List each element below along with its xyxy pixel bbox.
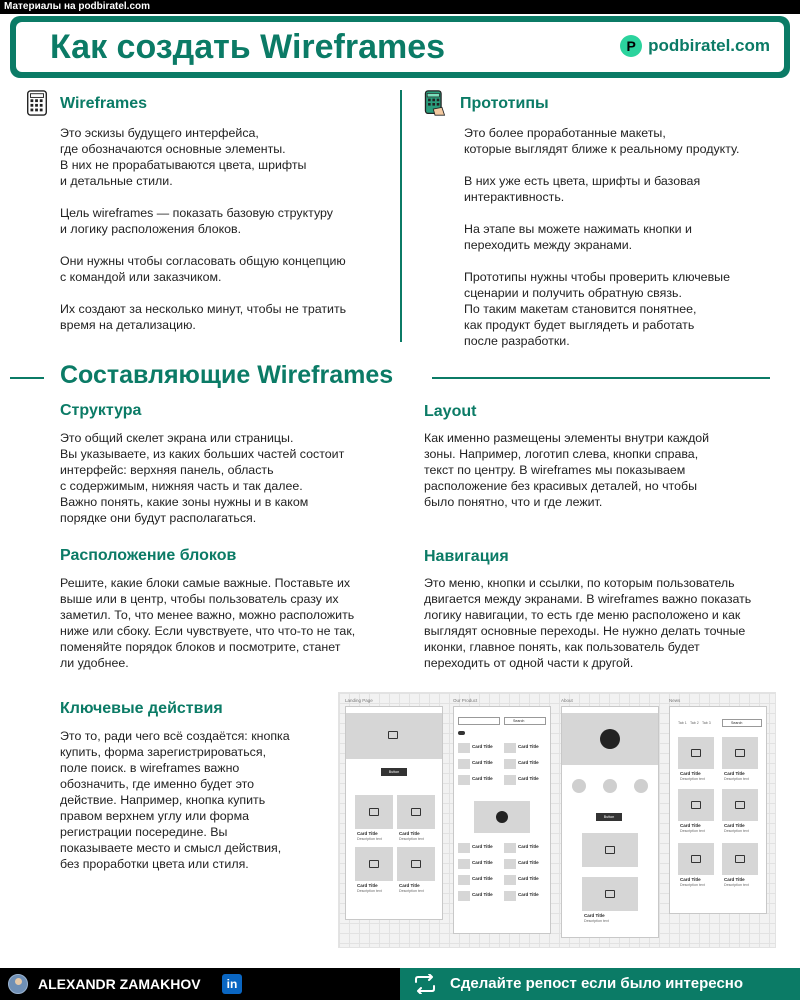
- tab-3: Tab 3: [702, 721, 711, 725]
- card-title: Card Title: [724, 877, 745, 882]
- list-thumb: [458, 759, 470, 769]
- image-icon: [369, 808, 379, 816]
- section-rule-left: [10, 377, 44, 379]
- search-box: Search: [504, 717, 546, 725]
- brand-p-icon: P: [620, 35, 642, 57]
- card-title: Card Title: [357, 883, 378, 888]
- wireframes-text: Это эскизы будущего интерфейса, где обозначаются основные элементы. В них не прорабатываются цвета, шрифты и детальные стили. Цель wireframes — показать базовую структуру и логику расположения блоков. Они нужны чтобы согласовать общую концепцию с командой или заказчиком. Их создают за несколько минут, чтобы не тратить время на детализацию.: [60, 126, 347, 332]
- header-card: [10, 16, 790, 78]
- image-icon: [691, 749, 701, 757]
- card-image: [722, 737, 758, 769]
- card-title: Card Title: [472, 776, 493, 781]
- card-desc: Description text: [724, 883, 749, 887]
- card-image: [678, 737, 714, 769]
- card-title: Card Title: [472, 892, 493, 897]
- play-icon: [496, 811, 508, 823]
- video-placeholder: [562, 713, 658, 765]
- image-icon: [735, 749, 745, 757]
- structure-heading: Структура: [60, 402, 142, 419]
- author-name: ALEXANDR ZAMAKHOV: [38, 976, 201, 992]
- list-thumb: [504, 843, 516, 853]
- prototype-phone-hand-icon: [424, 90, 446, 116]
- card-title: Card Title: [399, 831, 420, 836]
- card-desc: Description text: [357, 889, 382, 893]
- hero-button: Button: [381, 768, 407, 776]
- image-placeholder: [582, 833, 638, 867]
- card-title: Card Title: [680, 877, 701, 882]
- card-title: Card Title: [518, 844, 539, 849]
- top-strip: [0, 0, 800, 14]
- card-desc: Description text: [399, 889, 424, 893]
- header-inner: [16, 22, 784, 72]
- list-thumb: [504, 759, 516, 769]
- column-divider: [400, 90, 402, 342]
- avatar: [603, 779, 617, 793]
- card-image: [678, 843, 714, 875]
- card-title: Card Title: [680, 823, 701, 828]
- footer-author: [0, 968, 400, 1000]
- list-thumb: [504, 775, 516, 785]
- card-image: [397, 847, 435, 881]
- prototypes-heading: Прототипы: [460, 95, 549, 112]
- card-image: [355, 795, 393, 829]
- avatar: [572, 779, 586, 793]
- list-thumb: [458, 843, 470, 853]
- list-thumb: [504, 743, 516, 753]
- frame-label-news: News: [669, 698, 681, 703]
- search-box: Search: [722, 719, 762, 727]
- frame-news: [669, 706, 767, 914]
- card-image: [397, 795, 435, 829]
- tab-1: Tab 1: [678, 721, 687, 725]
- card-title: Card Title: [518, 876, 539, 881]
- card-desc: Description text: [680, 829, 705, 833]
- list-thumb: [458, 775, 470, 785]
- card-desc: Description text: [680, 883, 705, 887]
- blocks-text: Решите, какие блоки самые важные. Поставьте их выше или в центр, чтобы пользователь сразу их заметил. То, что менее важно, можно расположить ниже или сбоку. Если чувствуете, что что-то не так, поменяйте порядок блоков и посмотрите, станет ли удобнее.: [60, 576, 356, 670]
- card-title: Card Title: [399, 883, 420, 888]
- hero-placeholder: [346, 713, 442, 759]
- image-icon: [411, 808, 421, 816]
- list-thumb: [458, 859, 470, 869]
- card-title: Card Title: [472, 876, 493, 881]
- card-image: [678, 789, 714, 821]
- card-title: Card Title: [680, 771, 701, 776]
- card-desc: Description text: [399, 837, 424, 841]
- actions-text: Это то, ради чего всё создаётся: кнопка купить, форма зарегистрироваться, поле поиск. в wireframes важно обозначить, где именно будет это действие. Например, кнопка купить правом верхнем углу или форма регистрации посередине. Вы показываете место и смысл действия, без проработки цвета или стиля.: [60, 729, 290, 871]
- frame-landing: [345, 706, 443, 920]
- components-heading: Составляющие Wireframes: [60, 361, 394, 389]
- structure-text: Это общий скелет экрана или страницы. Вы указываете, из каких больших частей состоит интерфейс: верхняя панель, область с содержимым, нижняя часть и так далее. Важно понять, какие зоны нужны и в каком порядке они будут располагаться.: [60, 431, 345, 525]
- image-icon: [691, 855, 701, 863]
- prototypes-text: Это более проработанные макеты, которые выглядят ближе к реальному продукту. В них уже есть цвета, шрифты и базовая интерактивность. На этапе вы можете нажимать кнопки и переходить между экранами. Прототипы нужны чтобы проверить ключевые сценарии и получить обратную связь. По таким макетам становится понятнее, как продукт будет выглядеть и работать после разработки.: [464, 126, 740, 348]
- section-rule-right: [432, 377, 770, 379]
- image-icon: [691, 801, 701, 809]
- repost-icon: [412, 974, 438, 994]
- card-title: Card Title: [584, 913, 605, 918]
- card-desc: Description text: [724, 829, 749, 833]
- list-thumb: [504, 891, 516, 901]
- image-icon: [605, 890, 615, 898]
- card-image: [722, 843, 758, 875]
- card-desc: Description text: [724, 777, 749, 781]
- layout-heading: Layout: [424, 403, 477, 420]
- linkedin-icon[interactable]: in: [222, 974, 242, 994]
- wireframe-phone-icon: [26, 90, 48, 116]
- image-icon: [388, 731, 398, 739]
- card-title: Card Title: [472, 844, 493, 849]
- list-thumb: [504, 859, 516, 869]
- list-thumb: [458, 875, 470, 885]
- list-thumb: [458, 891, 470, 901]
- card-title: Card Title: [518, 892, 539, 897]
- cta-text: Сделайте репост если было интересно: [450, 975, 744, 992]
- video-placeholder: [474, 801, 530, 833]
- image-icon: [605, 846, 615, 854]
- navigation-text: Это меню, кнопки и ссылки, по которым пользователь двигается между экранами. В wireframes важно показать логику навигации, то есть где меню расположено и как выглядят основные переходы. Не нужно делать точные иконки, главное понять, как пользователь будет переходить от одной части к другой.: [424, 576, 752, 670]
- top-strip-text: Материалы на podbiratel.com: [4, 1, 151, 12]
- card-title: Card Title: [357, 831, 378, 836]
- card-desc: Description text: [584, 919, 609, 923]
- card-title: Card Title: [518, 776, 539, 781]
- frame-product: [453, 706, 551, 934]
- card-title: Card Title: [472, 744, 493, 749]
- image-icon: [411, 860, 421, 868]
- wireframe-example-image: [338, 692, 776, 948]
- frame-label-product: Our Product: [453, 698, 478, 703]
- tab-2: Tab 2: [690, 721, 699, 725]
- navigation-heading: Навигация: [424, 548, 509, 565]
- avatar: [634, 779, 648, 793]
- frame-label-about: About: [561, 698, 573, 703]
- image-placeholder: [582, 877, 638, 911]
- about-button: Button: [596, 813, 622, 821]
- card-title: Card Title: [472, 860, 493, 865]
- card-title: Card Title: [472, 760, 493, 765]
- image-icon: [369, 860, 379, 868]
- brand-logo[interactable]: [620, 35, 770, 57]
- toggle: [458, 731, 465, 735]
- footer-cta[interactable]: [400, 968, 800, 1000]
- layout-text: Как именно размещены элементы внутри каждой зоны. Например, логотип слева, кнопки справа, текст по центру. В wireframes мы показываем расположение без красивых деталей, но чтобы было понятно, что и где лежит.: [424, 431, 710, 509]
- card-image: [355, 847, 393, 881]
- card-desc: Description text: [357, 837, 382, 841]
- list-thumb: [504, 875, 516, 885]
- dropdown: [458, 717, 500, 725]
- card-title: Card Title: [518, 760, 539, 765]
- list-thumb: [458, 743, 470, 753]
- actions-heading: Ключевые действия: [60, 700, 223, 717]
- brand-text: podbiratel.com: [648, 36, 770, 55]
- image-icon: [735, 801, 745, 809]
- card-desc: Description text: [680, 777, 705, 781]
- frame-about: [561, 706, 659, 938]
- card-title: Card Title: [518, 744, 539, 749]
- author-avatar: [8, 974, 28, 994]
- page-title: Как создать Wireframes: [50, 28, 446, 66]
- blocks-heading: Расположение блоков: [60, 547, 237, 564]
- card-title: Card Title: [518, 860, 539, 865]
- image-icon: [735, 855, 745, 863]
- wireframes-heading: Wireframes: [60, 95, 148, 112]
- card-title: Card Title: [724, 771, 745, 776]
- card-image: [722, 789, 758, 821]
- frame-label-landing: Landing Page: [345, 698, 373, 703]
- play-icon: [600, 729, 620, 749]
- card-title: Card Title: [724, 823, 745, 828]
